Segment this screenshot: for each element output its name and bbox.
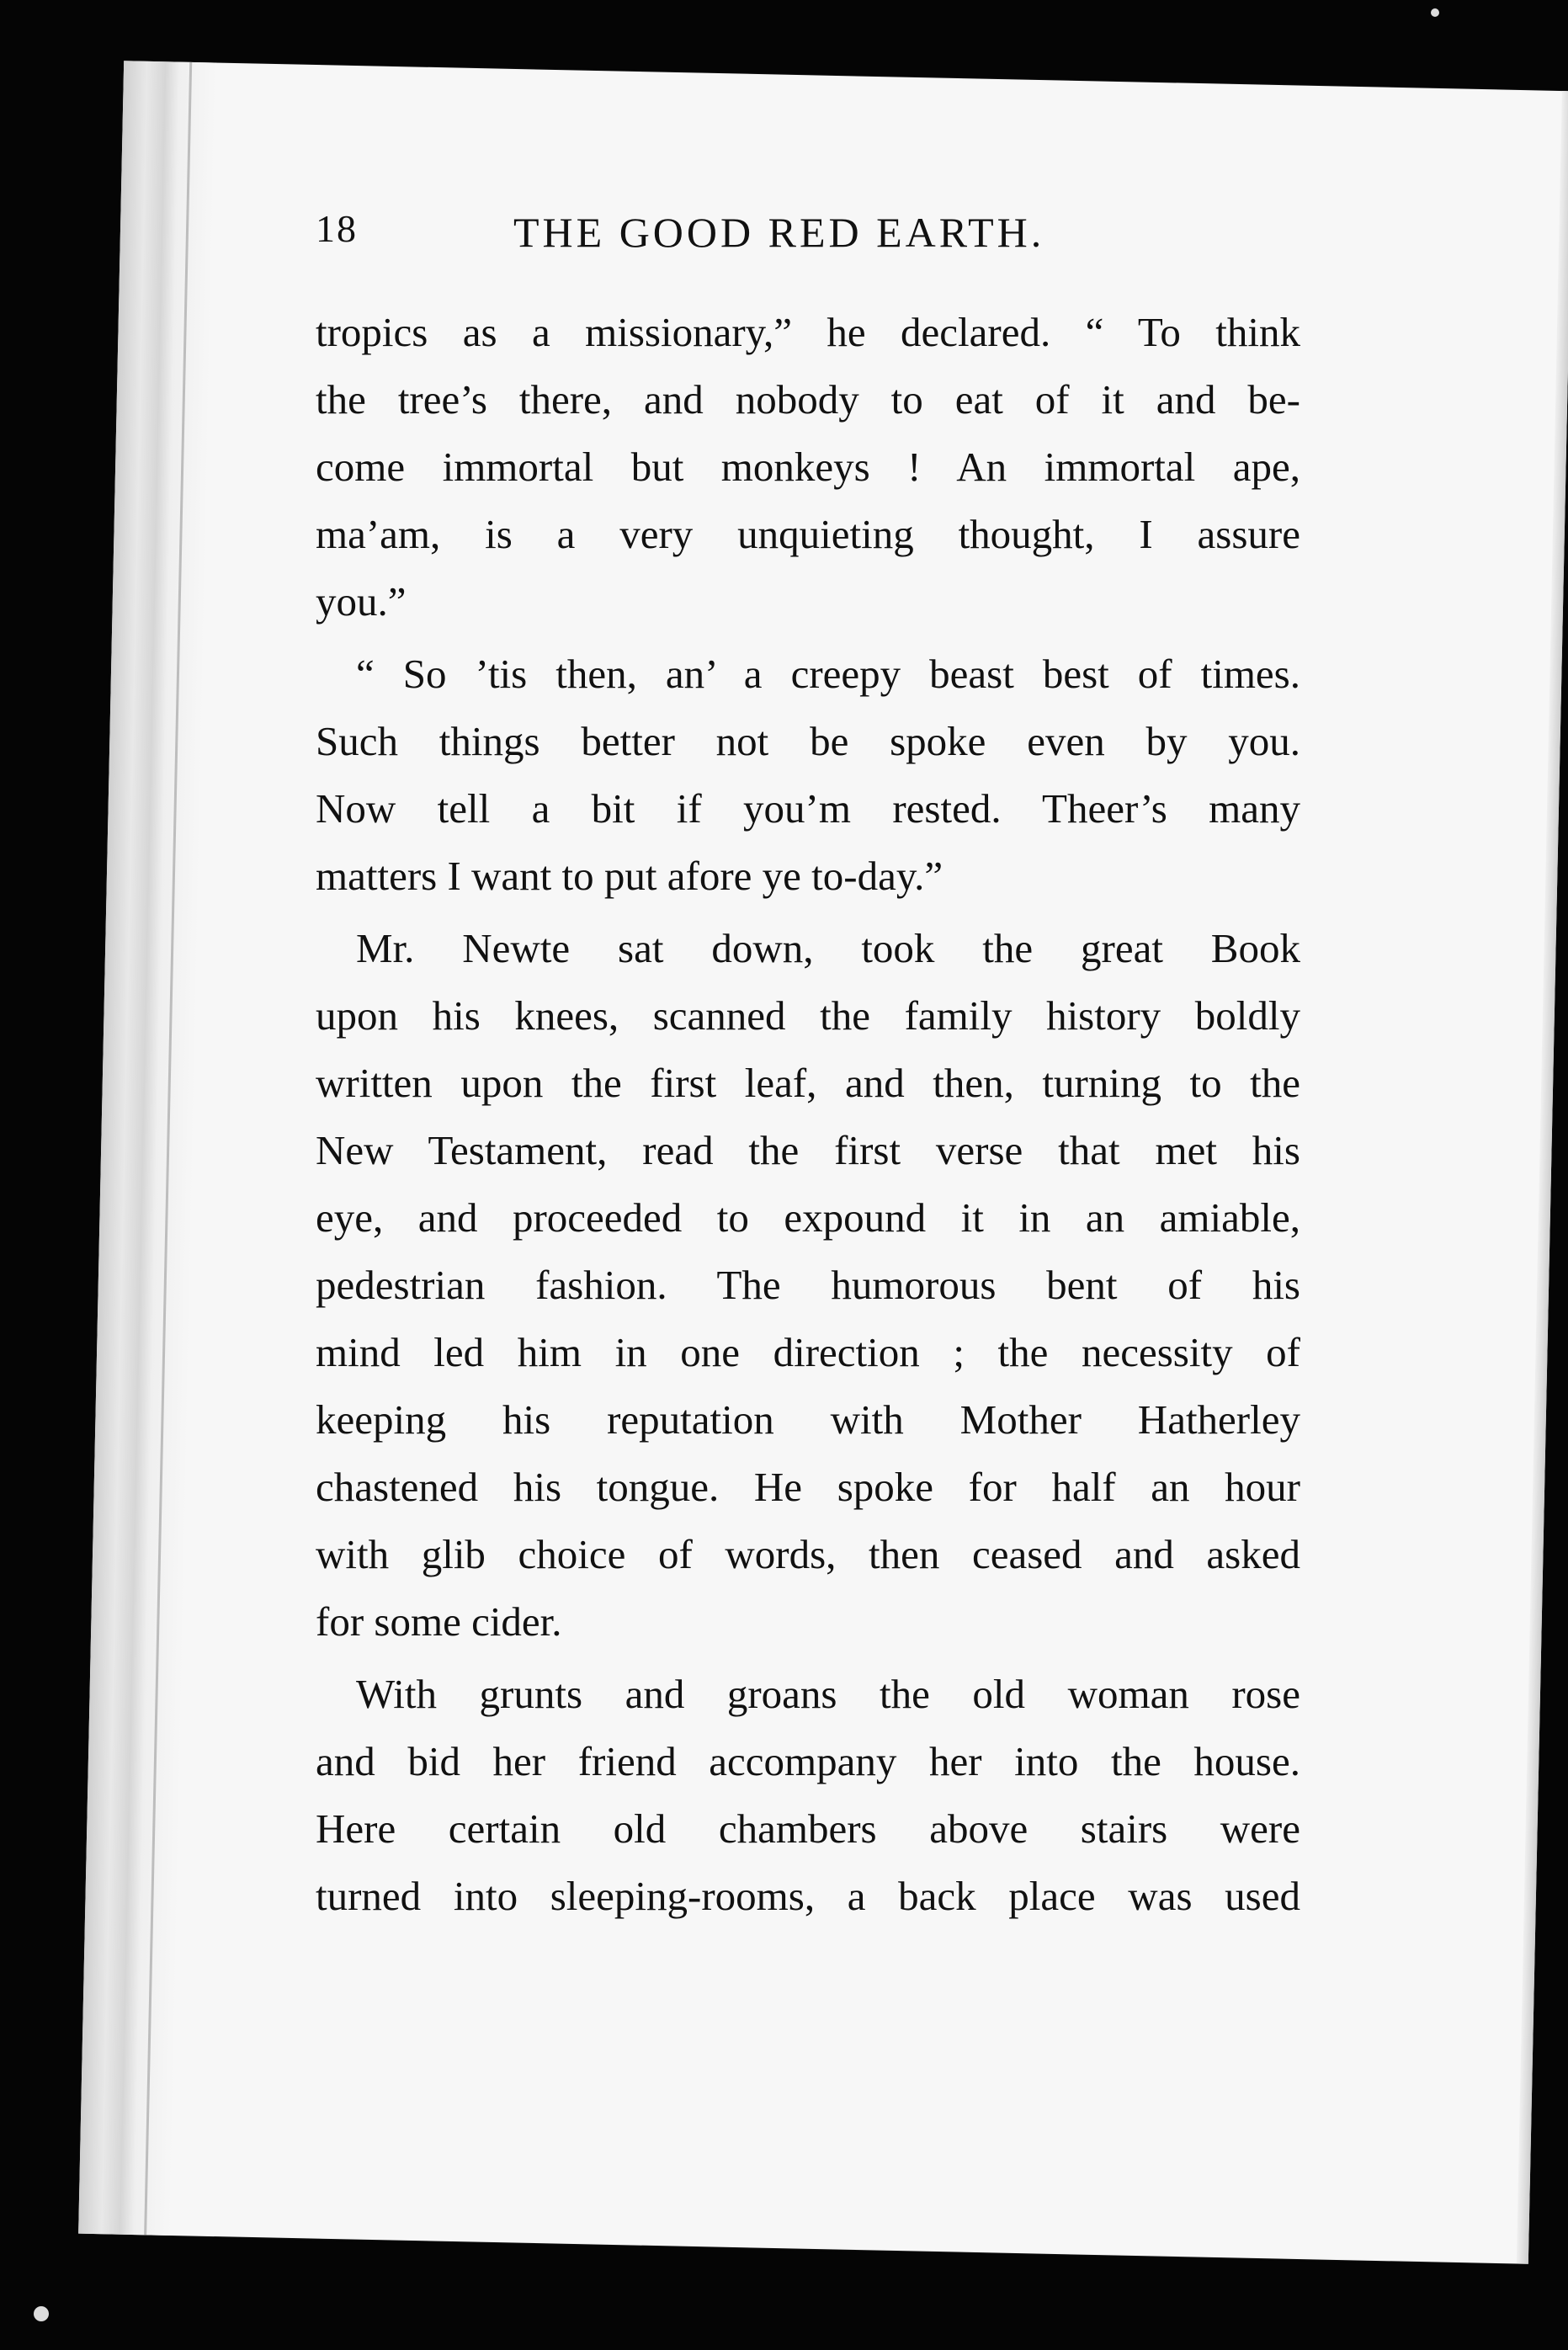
paragraph bbox=[316, 915, 1300, 1656]
text-line: Such things better not be spoke even by you. bbox=[316, 718, 1300, 764]
text-line: upon his knees, scanned the family history boldly bbox=[316, 992, 1300, 1039]
text-line: Here certain old chambers above stairs were bbox=[316, 1805, 1300, 1852]
dust-speck bbox=[34, 2306, 49, 2321]
text-line: chastened his tongue. He spoke for half an hour bbox=[316, 1464, 1300, 1510]
text-line: pedestrian fashion. The humorous bent of his bbox=[316, 1262, 1300, 1308]
text-line: written upon the first leaf, and then, turning to the bbox=[316, 1060, 1300, 1106]
text-line: keeping his reputation with Mother Hatherley bbox=[316, 1396, 1300, 1443]
text-line: ma’am, is a very unquieting thought, I assure bbox=[316, 511, 1300, 557]
text-line: you.” bbox=[316, 578, 407, 625]
text-line: matters I want to put afore ye to-day.” bbox=[316, 853, 943, 899]
text-line: Now tell a bit if you’m rested. Theer’s many bbox=[316, 785, 1300, 832]
dust-speck bbox=[1431, 8, 1439, 17]
running-title: THE GOOD RED EARTH. bbox=[513, 209, 1045, 256]
text-line: New Testament, read the first verse that met his bbox=[316, 1127, 1300, 1173]
text-line: tropics as a missionary,” he declared. “ To think bbox=[316, 309, 1300, 355]
text-line: come immortal but monkeys ! An immortal ape, bbox=[316, 444, 1300, 490]
text-line: for some cider. bbox=[316, 1598, 562, 1645]
text-line: with glib choice of words, then ceased and asked bbox=[316, 1531, 1300, 1577]
text-line: With grunts and groans the old woman rose bbox=[356, 1671, 1300, 1717]
text-line: mind led him in one direction ; the necessity of bbox=[316, 1329, 1300, 1375]
paragraph bbox=[316, 641, 1300, 910]
text-line: the tree’s there, and nobody to eat of it and be- bbox=[316, 376, 1300, 423]
text-line: and bid her friend accompany her into the house. bbox=[316, 1738, 1300, 1784]
running-head bbox=[316, 206, 1241, 274]
page-number: 18 bbox=[316, 207, 358, 250]
text-line: turned into sleeping-rooms, a back place was used bbox=[316, 1873, 1300, 1919]
text-line: eye, and proceeded to expound it in an amiable, bbox=[316, 1194, 1300, 1241]
text-line: “ So ’tis then, an’ a creepy beast best of times. bbox=[356, 651, 1300, 697]
text-line: Mr. Newte sat down, took the great Book bbox=[356, 925, 1300, 971]
paragraph bbox=[316, 299, 1300, 635]
body-text bbox=[316, 299, 1300, 1935]
paragraph bbox=[316, 1661, 1300, 1930]
